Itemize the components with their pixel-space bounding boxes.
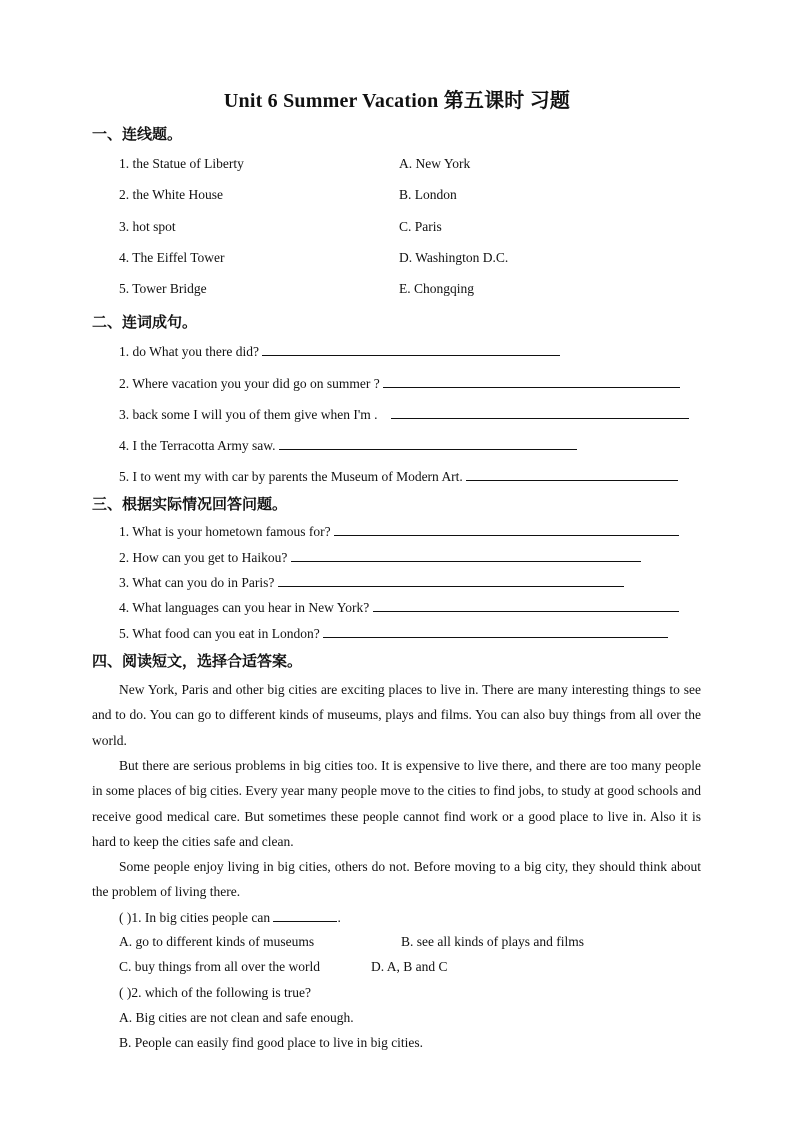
option-d[interactable]: D. A, B and C	[371, 959, 448, 974]
sentence-item	[119, 375, 680, 392]
sentence-text: 2. Where vacation you your did go on summer ?	[119, 376, 380, 391]
answer-blank[interactable]	[334, 523, 679, 536]
answer-blank[interactable]	[262, 343, 560, 356]
sentence-text: 3. back some I will you of them give when I'm .	[119, 407, 378, 422]
section-heading-reading: 四、阅读短文，选择合适答案。	[92, 652, 303, 670]
worksheet-title: Unit 6 Summer Vacation 第五课时 习题	[223, 90, 571, 112]
match-left-item: 5. Tower Bridge	[119, 281, 207, 296]
option-a[interactable]: A. Big cities are not clean and safe enough.	[119, 1010, 354, 1025]
question-text: 4. What languages can you hear in New York?	[119, 600, 370, 615]
answer-blank[interactable]	[383, 375, 680, 388]
mc-question-1	[119, 909, 341, 926]
question-stem: 1. In big cities people can	[131, 910, 271, 925]
match-right-item: E. Chongqing	[399, 281, 475, 296]
answer-blank[interactable]	[466, 468, 678, 481]
match-right-item: B. London	[399, 187, 457, 202]
question-text: 5. What food can you eat in London?	[119, 626, 320, 641]
question-item	[119, 599, 679, 616]
question-item	[119, 549, 641, 566]
reading-paragraph: New York, Paris and other big cities are exciting places to live in. There are many interesting things to see and to do. You can go to different kinds of museums, plays and films. You can also buy things from all over the world.	[92, 682, 701, 748]
answer-blank[interactable]	[391, 406, 689, 419]
match-right-item: A. New York	[399, 156, 471, 171]
sentence-item	[119, 406, 689, 423]
reading-paragraph: Some people enjoy living in big cities, others do not. Before moving to a big city, they should think about the problem of living there.	[92, 859, 701, 900]
answer-paren[interactable]: ( )	[119, 985, 132, 1000]
answer-blank[interactable]	[278, 574, 624, 587]
mc-question-2	[119, 985, 311, 1001]
match-right-item: C. Paris	[399, 219, 442, 234]
sentence-text: 1. do What you there did?	[119, 344, 259, 359]
option-c[interactable]: C. buy things from all over the world	[119, 959, 320, 974]
question-item	[119, 625, 668, 642]
question-item	[119, 574, 624, 591]
sentence-text: 5. I to went my with car by parents the Museum of Modern Art.	[119, 469, 463, 484]
section-heading-sentence-order: 二、连词成句。	[92, 313, 198, 331]
option-b[interactable]: B. People can easily find good place to live in big cities.	[119, 1035, 424, 1050]
question-text: 3. What can you do in Paris?	[119, 575, 275, 590]
match-left-item: 4. The Eiffel Tower	[119, 250, 225, 265]
question-period: .	[337, 910, 341, 925]
section-heading-answer-questions: 三、根据实际情况回答问题。	[92, 495, 288, 513]
sentence-text: 4. I the Terracotta Army saw.	[119, 438, 276, 453]
match-left-item: 3. hot spot	[119, 219, 176, 234]
question-text: 2. How can you get to Haikou?	[119, 550, 288, 565]
sentence-item	[119, 437, 577, 454]
option-a[interactable]: A. go to different kinds of museums	[119, 934, 315, 949]
sentence-item	[119, 468, 678, 485]
answer-blank[interactable]	[291, 549, 641, 562]
match-right-item: D. Washington D.C.	[399, 250, 509, 265]
reading-paragraph: But there are serious problems in big cities too. It is expensive to live there, and there are too many people in some places of big cities. Every year many people move to the cities to find jobs, to study at good schools and receive good medical care. But sometimes these people cannot find work or a good place to live in. Also it is hard to keep the cities safe and clean.	[92, 758, 701, 849]
answer-blank[interactable]	[373, 599, 679, 612]
answer-paren[interactable]: ( )	[119, 910, 132, 925]
option-b[interactable]: B. see all kinds of plays and films	[401, 934, 584, 949]
match-left-item: 2. the White House	[119, 187, 223, 202]
question-item	[119, 523, 679, 540]
answer-blank[interactable]	[279, 437, 577, 450]
question-text: 1. What is your hometown famous for?	[119, 524, 331, 539]
answer-blank[interactable]	[273, 909, 337, 922]
question-stem: 2. which of the following is true?	[131, 985, 311, 1000]
match-left-item: 1. the Statue of Liberty	[119, 156, 244, 171]
answer-blank[interactable]	[323, 625, 668, 638]
section-heading-matching: 一、连线题。	[92, 125, 183, 143]
sentence-item	[119, 343, 560, 360]
